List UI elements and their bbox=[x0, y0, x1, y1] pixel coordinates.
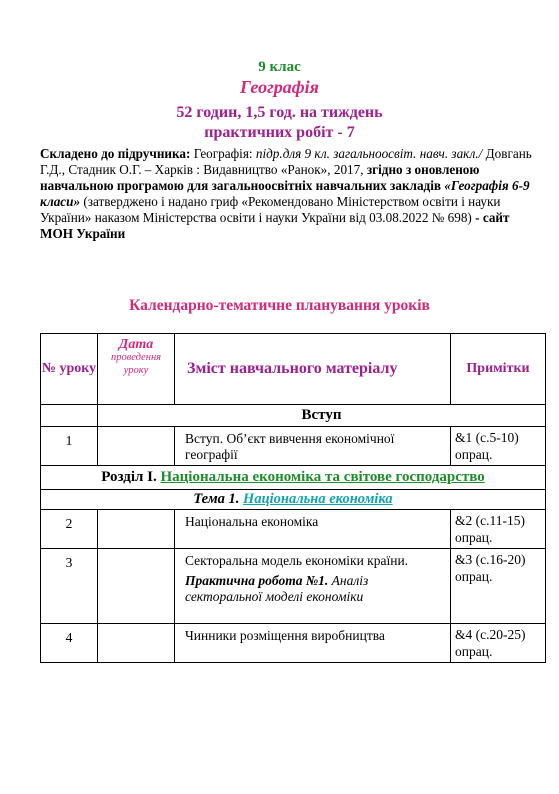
hours-heading: 52 годин, 1,5 год. на тиждень bbox=[176, 104, 383, 121]
lesson-number: 4 bbox=[41, 624, 98, 663]
header-date-subtitle: проведення уроку bbox=[110, 352, 162, 376]
lesson-notes: &2 (с.11-15) опрац. bbox=[451, 510, 546, 549]
header-lesson-number: № уроку bbox=[41, 334, 98, 405]
lesson-content: Національна економіка bbox=[175, 510, 451, 549]
section-title: Розділ І. Національна економіка та світове господарство bbox=[41, 466, 546, 490]
lesson-notes: &1 (с.5-10) опрац. bbox=[451, 427, 546, 466]
topic-link[interactable]: Національна економіка bbox=[243, 491, 393, 507]
lesson-number: 3 bbox=[41, 549, 98, 624]
lesson-content-text: Секторальна модель економіки країни. bbox=[185, 553, 409, 568]
intro-paragraph bbox=[40, 146, 540, 242]
lesson-date bbox=[98, 549, 175, 624]
header-date bbox=[98, 334, 175, 405]
intro-italic-1: підр.для 9 кл. загальноосвіт. навч. закл./ bbox=[255, 146, 483, 161]
section-row bbox=[41, 466, 546, 490]
intro-bold-3: - сайт МОН України bbox=[40, 210, 510, 241]
header-notes: Примітки bbox=[451, 334, 546, 405]
practical-work: Практична робота №1. Аналіз секторальної моделі економіки bbox=[185, 573, 369, 604]
lesson-date bbox=[98, 427, 175, 466]
lesson-number: 2 bbox=[41, 510, 98, 549]
table-row bbox=[41, 624, 546, 663]
lesson-plan-table bbox=[40, 333, 546, 663]
topic-row bbox=[41, 490, 546, 510]
lesson-content bbox=[175, 549, 451, 624]
lesson-number: 1 bbox=[41, 427, 98, 466]
topic-title: Тема 1. Національна економіка bbox=[41, 490, 546, 510]
section-link[interactable]: Національна економіка та світове господарство bbox=[160, 469, 485, 485]
plan-title: Календарно-тематичне планування уроків bbox=[129, 297, 430, 314]
lesson-notes: &4 (с.20-25) опрац. bbox=[451, 624, 546, 663]
intro-text-2: Довгань Г.Д., Стадник О.Г. – Харків : Видавництво «Ранок», 2017, bbox=[40, 146, 532, 177]
intro-label: Складено до підручника: bbox=[40, 146, 191, 161]
practicals-heading: практичних робіт - 7 bbox=[204, 124, 355, 141]
intro-bold-2: згідно з оновленою навчальною програмою для загальноосвітніх навчальних закладів bbox=[40, 162, 480, 193]
table-row bbox=[41, 510, 546, 549]
intro-bold-italic: «Географія 6-9 класи» bbox=[40, 178, 530, 209]
table-row bbox=[41, 549, 546, 624]
table-header-row bbox=[41, 334, 546, 405]
lesson-date bbox=[98, 510, 175, 549]
lesson-content: Вступ. Об’єкт вивчення економічної географії bbox=[175, 427, 451, 466]
subject-heading: Географія bbox=[240, 77, 319, 97]
header-date-title: Дата bbox=[118, 337, 154, 352]
table-row bbox=[41, 427, 546, 466]
intro-section-row bbox=[41, 405, 546, 427]
lesson-notes: &3 (с.16-20) опрац. bbox=[451, 549, 546, 624]
intro-text-1: Географія: bbox=[190, 146, 256, 161]
header-content: Зміст навчального матеріалу bbox=[175, 334, 451, 405]
intro-text-3: (затверджено і надано гриф «Рекомендовано Міністерством освіти і науки України» наказом Міністерства освіти і науки України від 03.08.2022 № 698) bbox=[40, 194, 501, 225]
grade-heading: 9 клас bbox=[258, 59, 301, 75]
lesson-date bbox=[98, 624, 175, 663]
intro-section-title: Вступ bbox=[98, 405, 546, 427]
lesson-content: Чинники розміщення виробництва bbox=[175, 624, 451, 663]
